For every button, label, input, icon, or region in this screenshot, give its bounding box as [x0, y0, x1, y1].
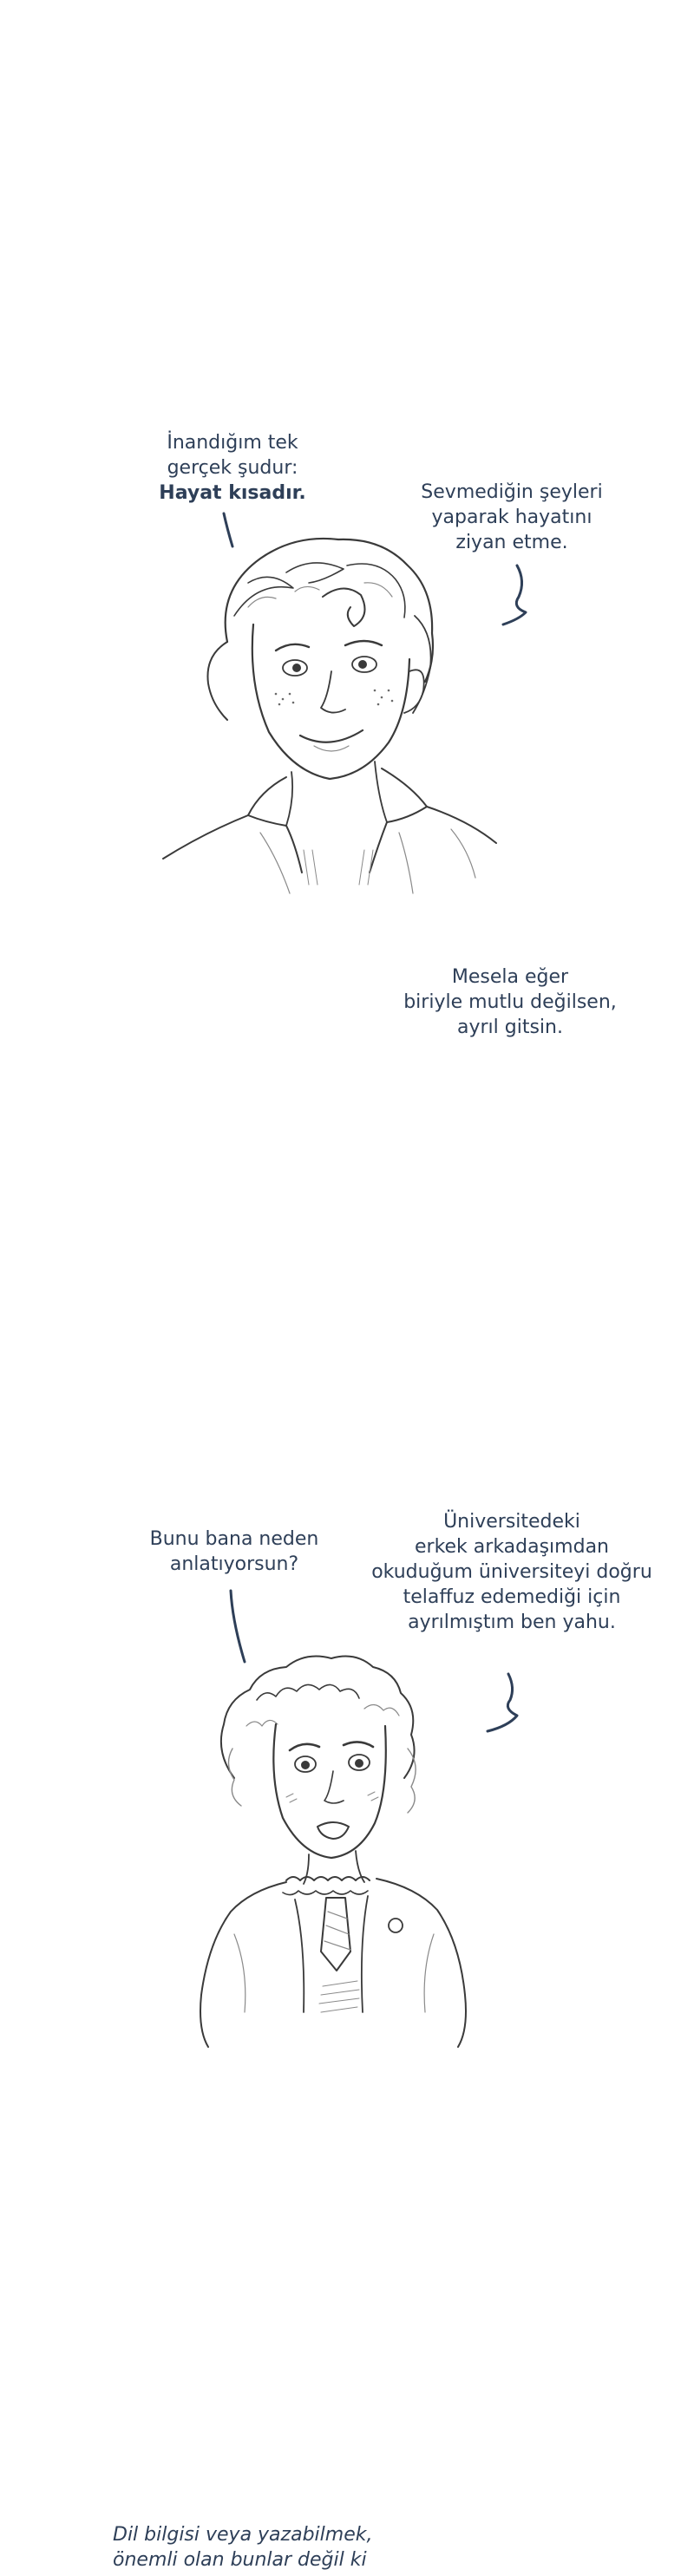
- speech-line: Sevmediğin şeyleri: [421, 481, 603, 503]
- speech-tail-left: [224, 513, 232, 546]
- young-woman-portrait: [200, 1657, 466, 2047]
- speech-tail-right: [488, 1674, 517, 1731]
- caption-grammar: [113, 2522, 408, 2573]
- speech-line: anlatıyorsun?: [169, 1553, 299, 1575]
- speech-line-emphasis: Hayat kısadır.: [159, 482, 306, 504]
- panel-2-illustration: [0, 1579, 694, 2064]
- caption-line: biriyle mutlu değilsen,: [403, 991, 617, 1013]
- speech-line: ziyan etme.: [455, 532, 568, 553]
- speech-line: gerçek şudur:: [167, 457, 298, 479]
- caption-line: önemli olan bunlar değil ki: [113, 2549, 367, 2571]
- speech-tail-left: [231, 1591, 245, 1662]
- speech-line: yaparak hayatını: [431, 507, 593, 528]
- caption-break-up: [380, 964, 640, 1040]
- speech-line: erkek arkadaşımdan: [414, 1536, 609, 1558]
- caption-line: Dil bilgisi veya yazabilmek,: [113, 2524, 373, 2546]
- caption-line: ayrıl gitsin.: [457, 1017, 563, 1038]
- young-man-portrait: [163, 539, 496, 893]
- speech-text-why-tell-me: [130, 1527, 338, 1577]
- speech-line: Üniversitedeki: [443, 1511, 580, 1533]
- panel-1-illustration: [0, 486, 694, 989]
- speech-line: İnandığım tek: [167, 432, 298, 454]
- speech-line: Bunu bana neden: [149, 1528, 319, 1550]
- speech-line: ayrılmıştım ben yahu.: [408, 1612, 616, 1633]
- panel-3-caption-area: [0, 2515, 694, 2576]
- speech-line: telaffuz edemediği için: [403, 1586, 621, 1608]
- speech-line: okuduğum üniversiteyi doğru: [371, 1561, 652, 1583]
- freckles: [275, 690, 394, 706]
- caption-line: Mesela eğer: [451, 966, 569, 988]
- speech-tail-right: [503, 566, 526, 624]
